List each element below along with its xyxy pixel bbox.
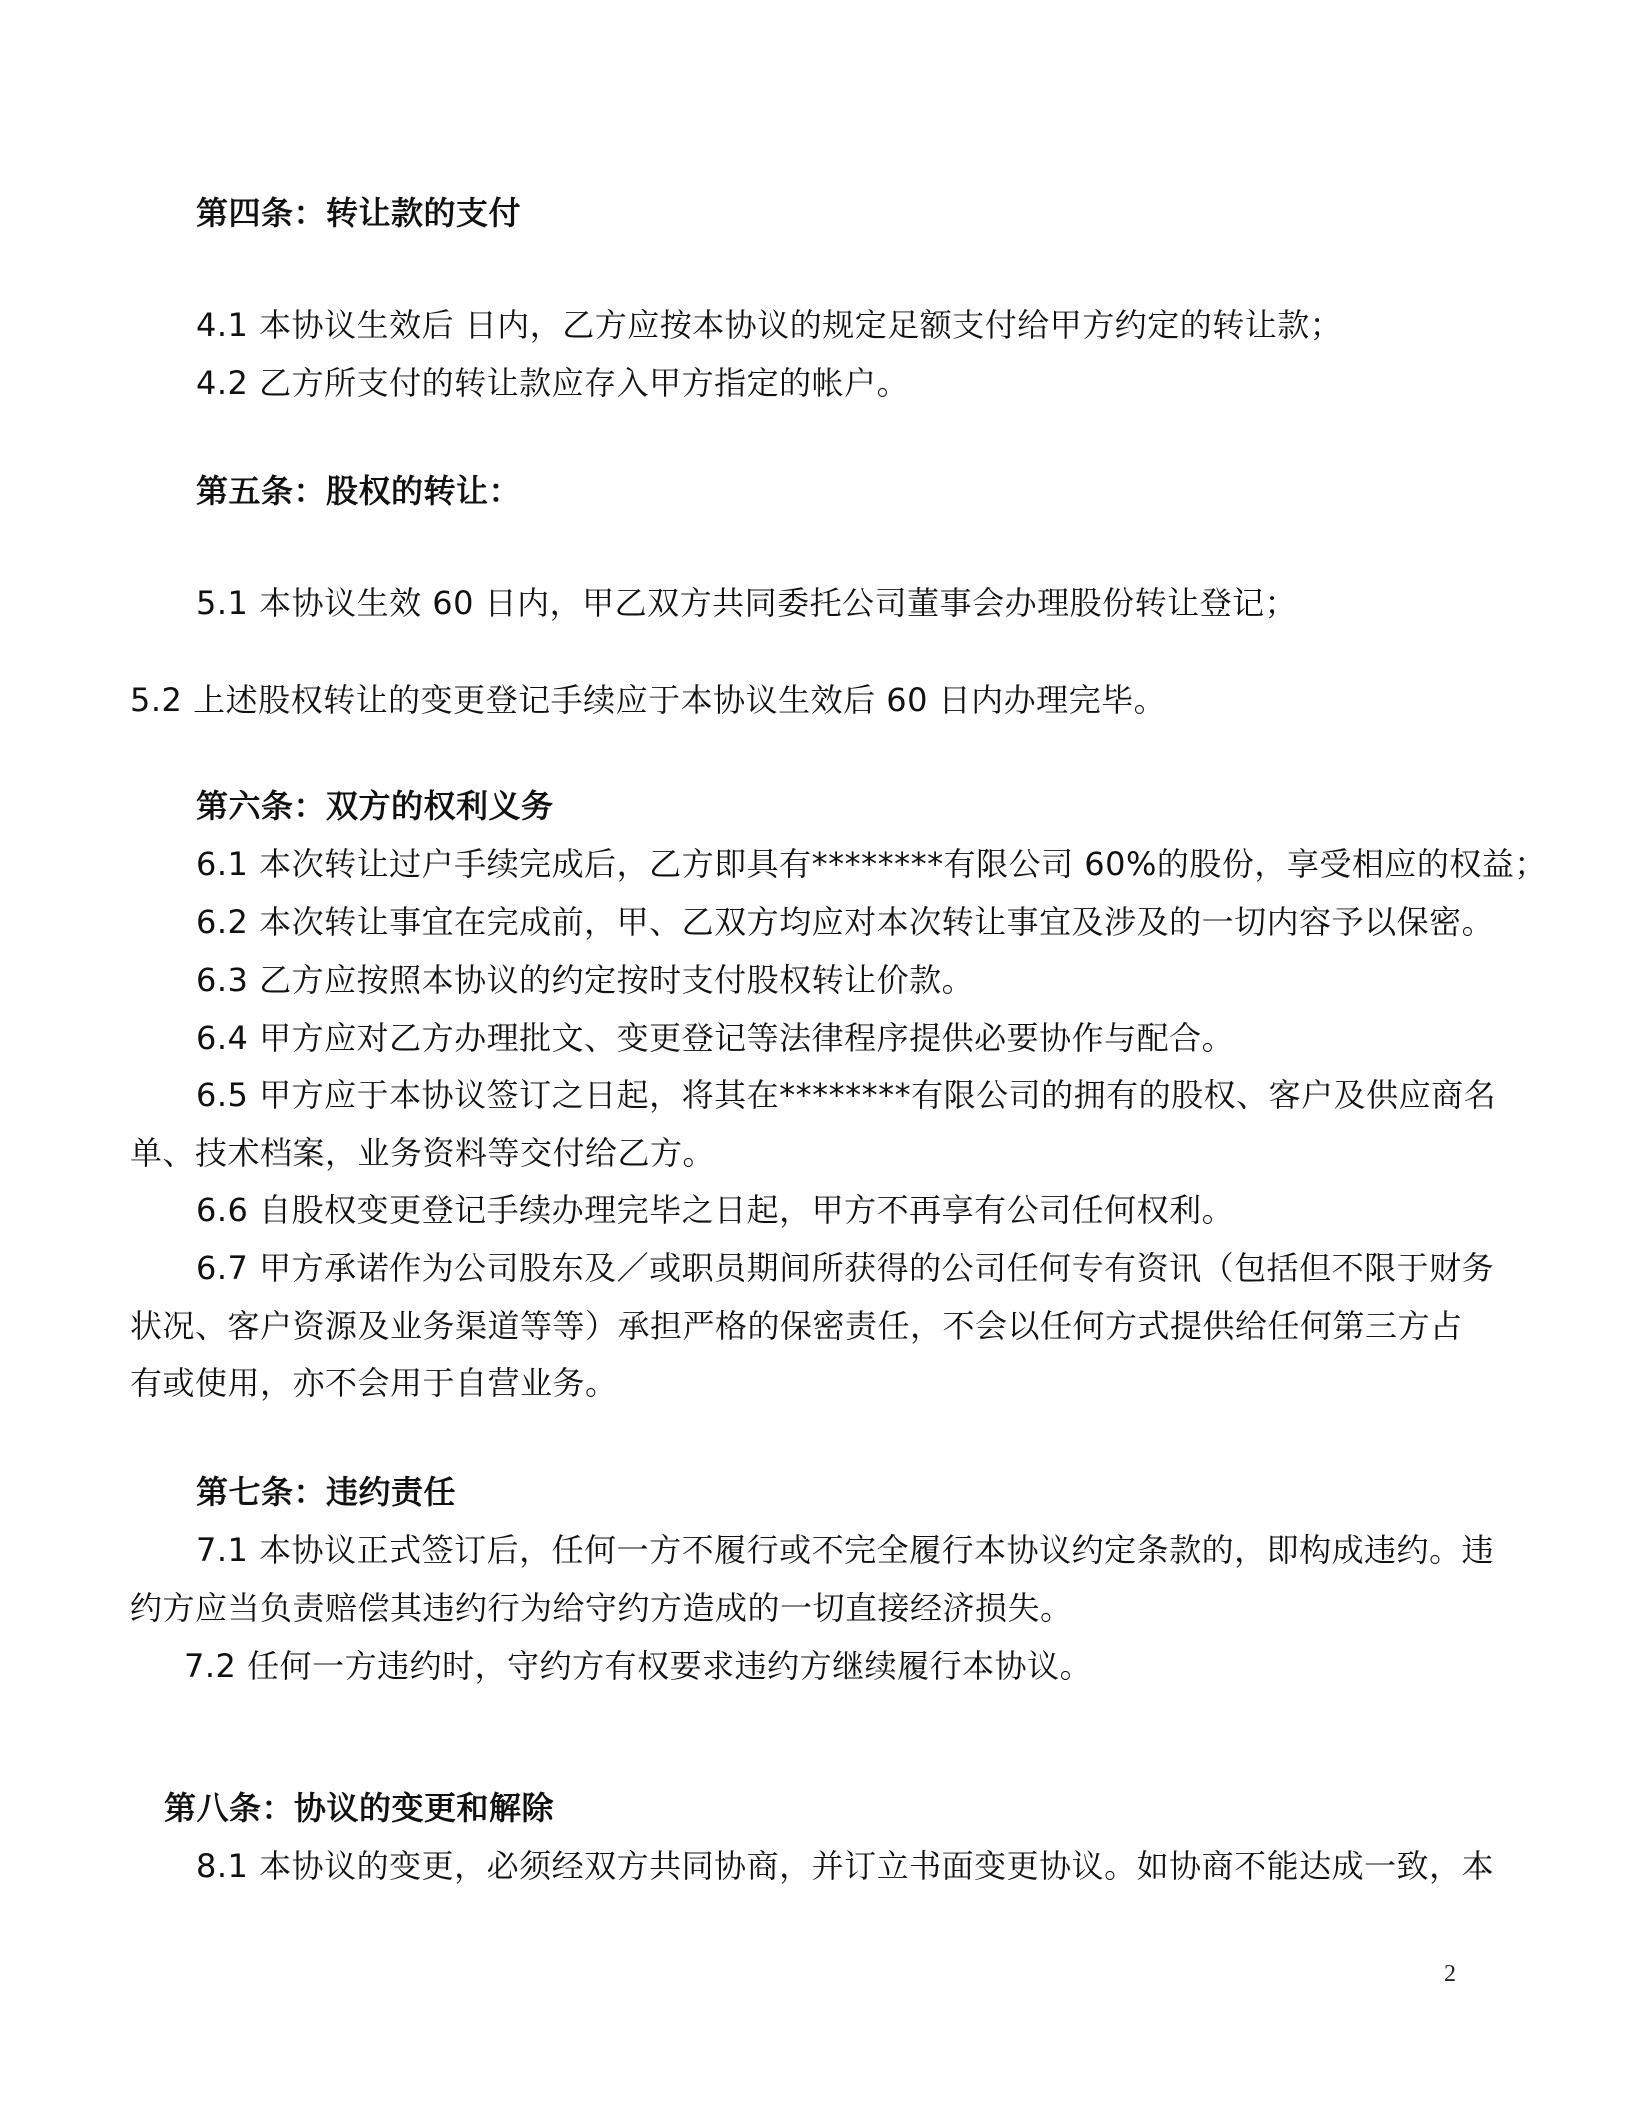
clause-5-2: 5.2 上述股权转让的变更登记手续应于本协议生效后 60 日内办理完毕。 bbox=[130, 681, 1167, 719]
section-7-heading: 第七条：违约责任 bbox=[196, 1473, 457, 1511]
clause-6-2: 6.2 本次转让事宜在完成前，甲、乙双方均应对本次转让事宜及涉及的一切内容予以保密。 bbox=[196, 903, 1495, 941]
clause-6-6: 6.6 自股权变更登记手续办理完毕之日起，甲方不再享有公司任何权利。 bbox=[196, 1191, 1235, 1229]
clause-5-1: 5.1 本协议生效 60 日内，甲乙双方共同委托公司董事会办理股份转让登记； bbox=[196, 584, 1298, 622]
clause-6-4: 6.4 甲方应对乙方办理批文、变更登记等法律程序提供必要协作与配合。 bbox=[196, 1019, 1235, 1057]
clause-7-2: 7.2 任何一方违约时，守约方有权要求违约方继续履行本协议。 bbox=[184, 1647, 1093, 1685]
section-5-heading: 第五条：股权的转让： bbox=[196, 472, 522, 510]
section-6-heading: 第六条：双方的权利义务 bbox=[196, 787, 554, 825]
clause-6-7-line-3: 有或使用，亦不会用于自营业务。 bbox=[130, 1364, 618, 1402]
section-8-heading: 第八条：协议的变更和解除 bbox=[164, 1789, 555, 1827]
clause-6-5-line-2: 单、技术档案，业务资料等交付给乙方。 bbox=[130, 1134, 716, 1172]
clause-6-7-line-2: 状况、客户资源及业务渠道等等）承担严格的保密责任，不会以任何方式提供给任何第三方占 bbox=[130, 1307, 1463, 1345]
clause-7-1-line-1: 7.1 本协议正式签订后，任何一方不履行或不完全履行本协议约定条款的，即构成违约。违 bbox=[196, 1531, 1495, 1569]
clause-4-1: 4.1 本协议生效后 日内，乙方应按本协议的规定足额支付给甲方约定的转让款； bbox=[196, 306, 1343, 344]
clause-8-1-line-1: 8.1 本协议的变更，必须经双方共同协商，并订立书面变更协议。如协商不能达成一致，本 bbox=[196, 1847, 1495, 1885]
page-number: 2 bbox=[1444, 1961, 1456, 1987]
clause-6-3: 6.3 乙方应按照本协议的约定按时支付股权转让价款。 bbox=[196, 961, 975, 999]
clause-6-5-line-1: 6.5 甲方应于本协议签订之日起，将其在********有限公司的拥有的股权、客户及供应商名 bbox=[196, 1076, 1497, 1114]
clause-6-7-line-1: 6.7 甲方承诺作为公司股东及／或职员期间所获得的公司任何专有资讯（包括但不限于财务 bbox=[196, 1249, 1495, 1287]
clause-7-1-line-2: 约方应当负责赔偿其违约行为给守约方造成的一切直接经济损失。 bbox=[130, 1589, 1073, 1627]
clause-4-2: 4.2 乙方所支付的转让款应存入甲方指定的帐户。 bbox=[196, 364, 910, 402]
clause-6-1: 6.1 本次转让过户手续完成后，乙方即具有********有限公司 60%的股份，享受相应的权益； bbox=[196, 845, 1547, 883]
section-4-heading: 第四条：转让款的支付 bbox=[196, 194, 522, 232]
